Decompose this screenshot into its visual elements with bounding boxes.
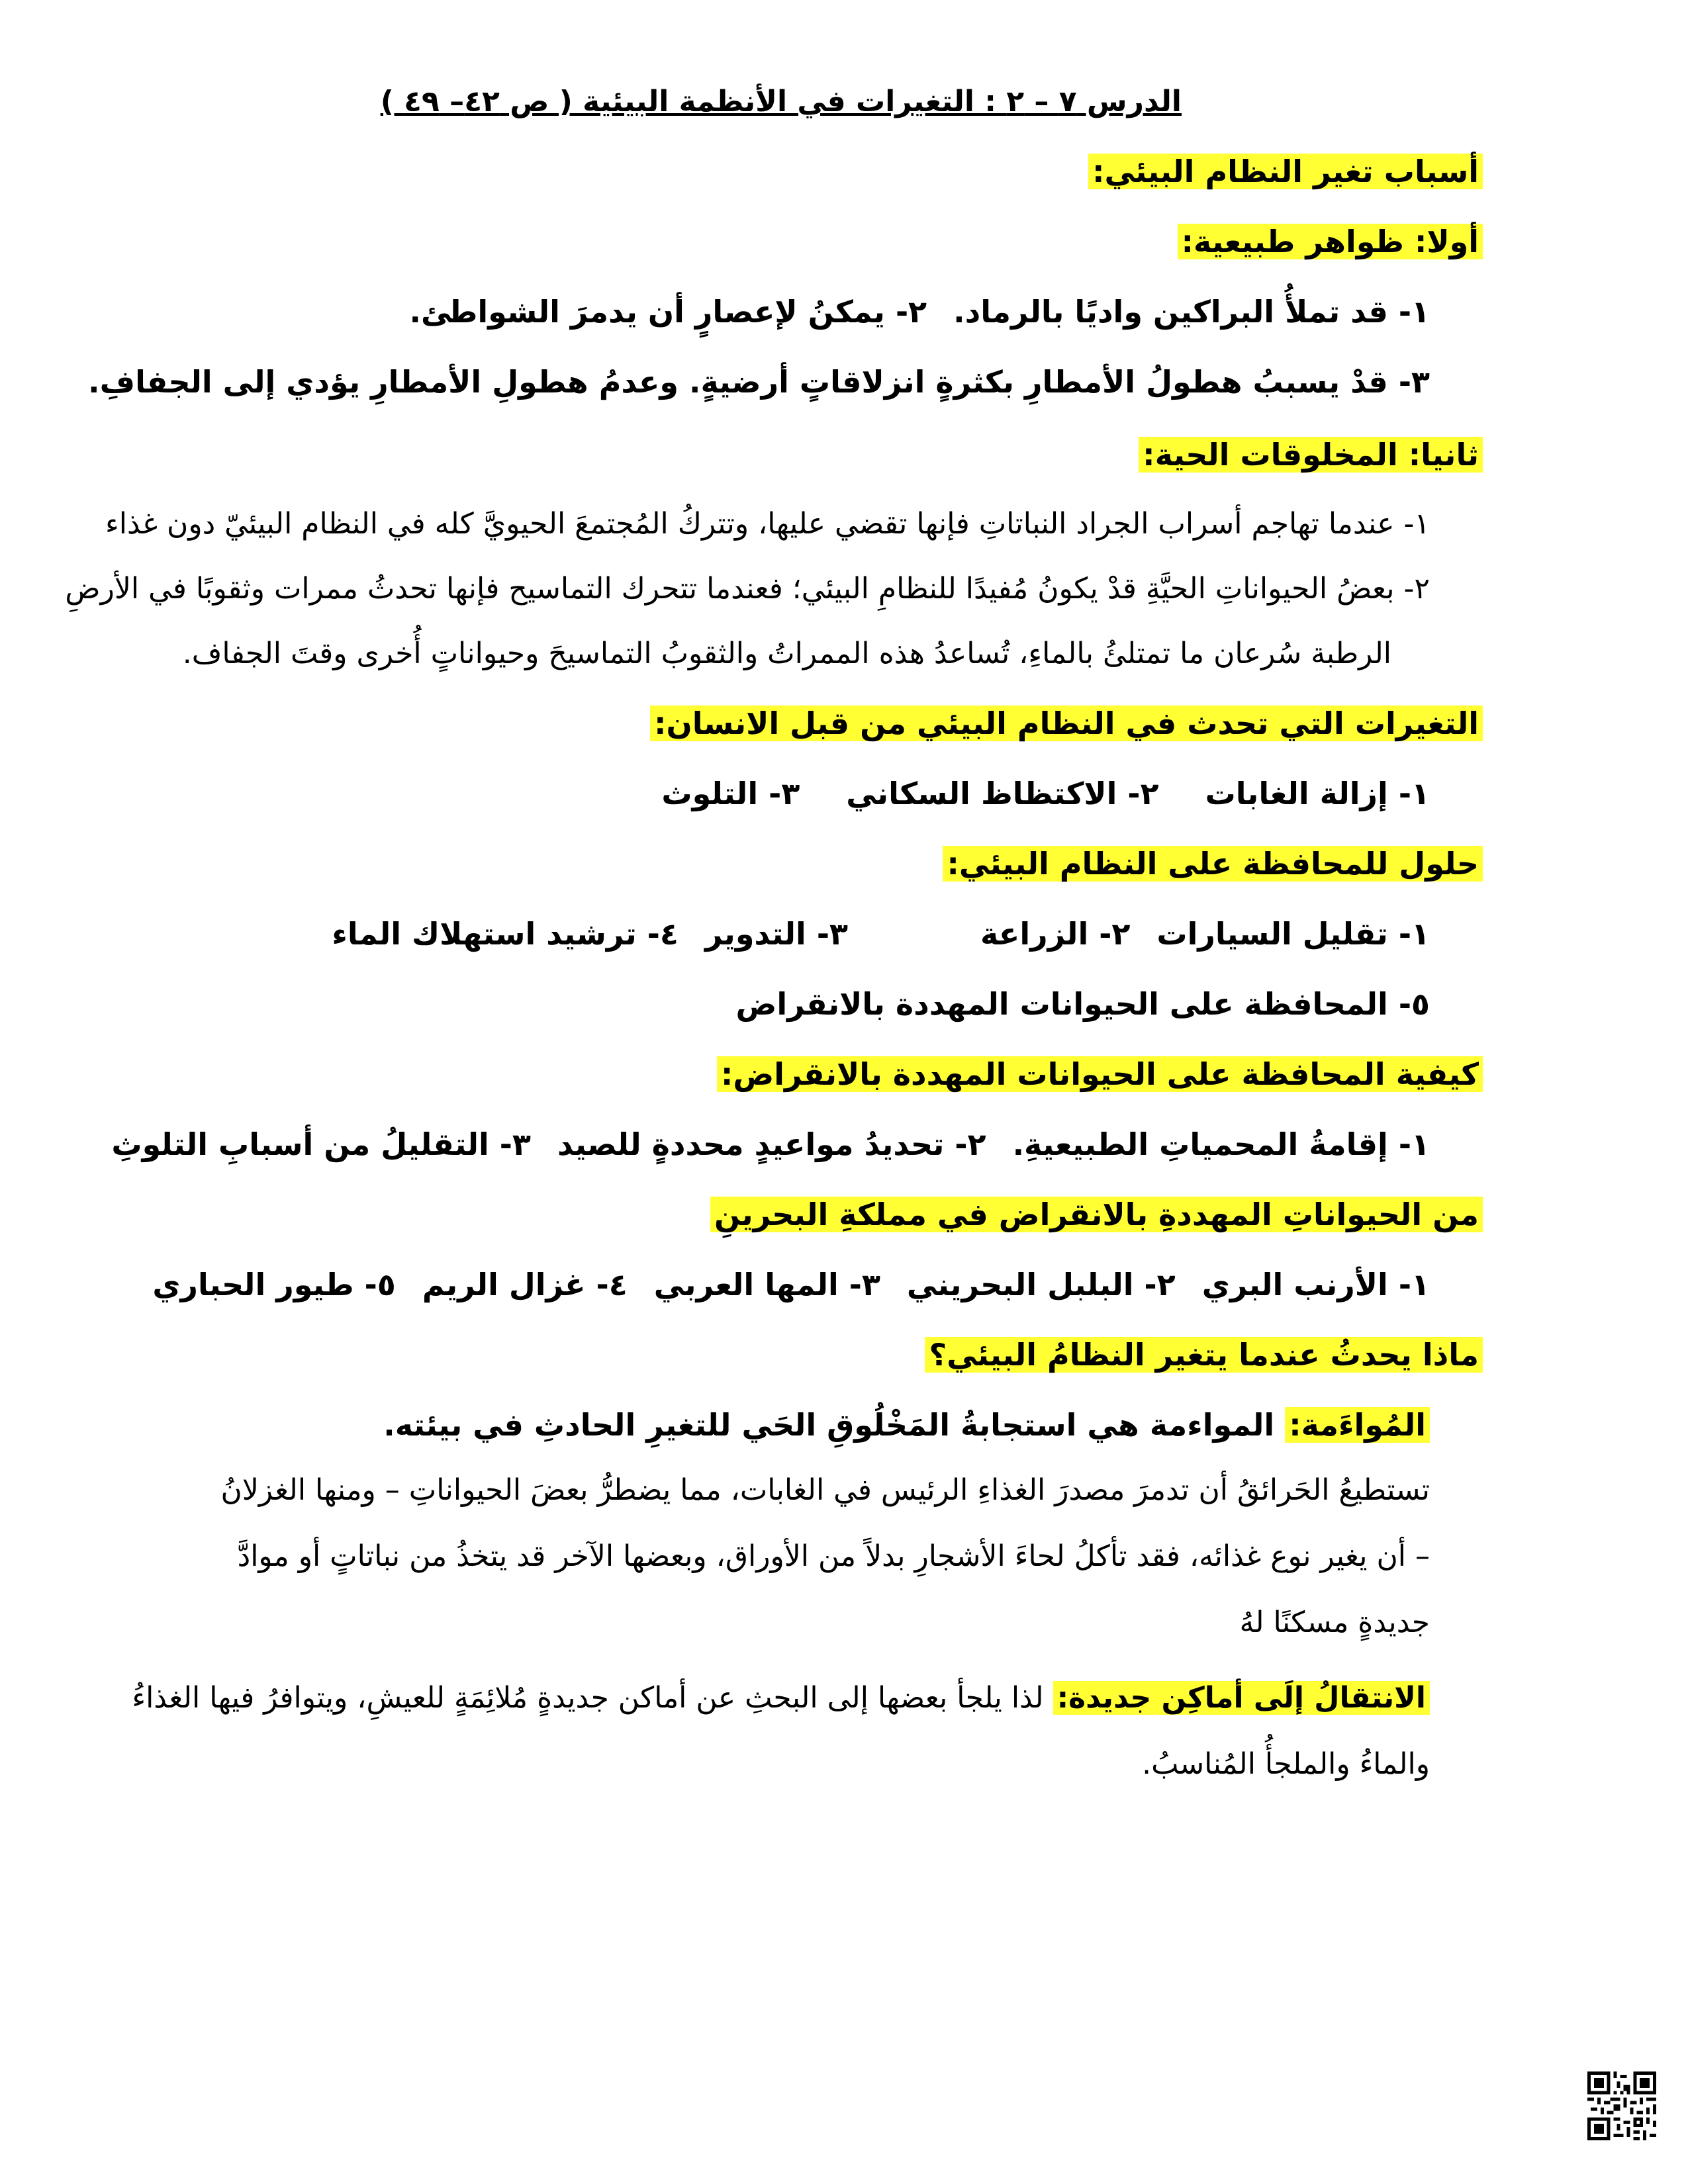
lesson-title: الدرس ٧ – ٢ : التغيرات في الأنظمة البيئية ( ص ٤٢– ٤٩ ) xyxy=(380,85,1182,118)
solutions-item-1: ١- تقليل السيارات xyxy=(1156,916,1430,952)
natural-heading-text: أولا: ظواهر طبيعية: xyxy=(1178,224,1483,259)
human-item-1: ١- إزالة الغابات xyxy=(1205,776,1430,811)
natural-items-row xyxy=(409,294,1430,330)
solutions-item-5: ٥- المحافظة على الحيوانات المهددة بالانقراض xyxy=(735,986,1430,1022)
moving-paragraph-line-2: والماءُ والملجأُ المُناسبُ. xyxy=(1142,1747,1430,1781)
adaptation-term: المُواءَمة: xyxy=(1285,1407,1430,1443)
what-happens-heading-text: ماذا يحدثُ عندما يتغير النظامُ البيئي؟ xyxy=(925,1337,1483,1373)
preserve-item-3: ٣- التقليلُ من أسبابِ التلوثِ xyxy=(111,1126,531,1162)
endangered-item-3: ٣- المها العربي xyxy=(653,1267,880,1302)
endangered-item-5: ٥- طيور الحباري xyxy=(152,1267,396,1302)
solutions-heading-text: حلول للمحافظة على النظام البيئي: xyxy=(943,846,1483,882)
living-heading xyxy=(1139,437,1483,473)
living-item-1: ١- عندما تهاجم أسراب الجراد النباتاتِ فإنها تقضي عليها، وتتركُ المُجتمعَ الحيويَّ كله في النظام البيئيّ دون غذاء xyxy=(105,507,1430,541)
solutions-item-3: ٣- التدوير xyxy=(704,916,848,952)
endangered-items-row xyxy=(152,1267,1430,1303)
human-heading-text: التغيرات التي تحدث في النظام البيئي من قبل الانسان: xyxy=(650,705,1483,741)
living-heading-text: ثانيا: المخلوقات الحية: xyxy=(1139,437,1483,473)
endangered-item-1: ١- الأرنب البري xyxy=(1201,1267,1430,1302)
preserve-heading xyxy=(717,1056,1483,1093)
living-item-2-line-2: الرطبة سُرعان ما تمتلئُ بالماءِ، تُساعدُ هذه الممراتُ والثقوبُ التماسيحَ وحيواناتٍ أُخرى وقتَ الجفاف. xyxy=(182,637,1391,670)
moving-term: الانتقالُ إلَى أماكِن جديدة: xyxy=(1053,1681,1430,1715)
adaptation-paragraph-line-3: جديدةٍ مسكنًا لهُ xyxy=(1239,1606,1430,1639)
adaptation-paragraph-line-1: تستطيعُ الحَرائقُ أن تدمرَ مصدرَ الغذاءِ الرئيس في الغابات، مما يضطرُّ بعضَ الحيواناتِ – ومنها الغزلانُ xyxy=(220,1473,1430,1507)
endangered-item-2: ٢- البلبل البحريني xyxy=(906,1267,1176,1302)
causes-heading xyxy=(1088,154,1483,190)
human-item-2: ٢- الاكتظاظ السكاني xyxy=(846,776,1159,811)
preserve-item-2: ٢- تحديدُ مواعيدٍ محددةٍ للصيد xyxy=(557,1126,986,1162)
solutions-item-4: ٤- ترشيد استهلاك الماء xyxy=(332,916,679,952)
preserve-heading-text: كيفية المحافظة على الحيوانات المهددة بالانقراض: xyxy=(717,1056,1483,1092)
natural-item-2: ٢- يمكنُ لإعصارٍ أن يدمرَ الشواطئ. xyxy=(409,294,927,330)
adaptation-definition xyxy=(383,1407,1430,1443)
solutions-item-2: ٢- الزراعة xyxy=(980,916,1131,952)
preserve-items-row xyxy=(111,1126,1430,1163)
endangered-item-4: ٤- غزال الريم xyxy=(422,1267,628,1302)
natural-heading xyxy=(1178,224,1483,260)
solutions-items-row xyxy=(332,916,1430,952)
moving-paragraph-line-1 xyxy=(132,1681,1430,1716)
what-happens-heading xyxy=(925,1337,1483,1373)
human-items-row xyxy=(661,776,1430,812)
endangered-heading-text: من الحيواناتِ المهددةِ بالانقراض في مملكةِ البحرينِ xyxy=(710,1197,1483,1232)
solutions-heading xyxy=(943,846,1483,882)
human-heading xyxy=(650,705,1483,742)
causes-heading-text: أسباب تغير النظام البيئي: xyxy=(1088,154,1483,189)
natural-item-1: ١- قد تملأُ البراكين واديًا بالرماد. xyxy=(953,294,1430,330)
adaptation-text: المواءمة هي استجابةُ المَخْلُوقِ الحَي للتغيرِ الحادثِ في بيئته. xyxy=(383,1407,1275,1443)
living-item-2-line-1: ٢- بعضُ الحيواناتِ الحيَّةِ قدْ يكونُ مُفيدًا للنظامِ البيئي؛ فعندما تتحرك التماسيح فإنها تحدثُ ممرات وثقوبًا في الأرضِ xyxy=(65,572,1430,606)
human-item-3: ٣- التلوث xyxy=(661,776,800,811)
adaptation-paragraph-line-2: – أن يغير نوع غذائه، فقد تأكلُ لحاءَ الأشجارِ بدلاً من الأوراق، وبعضها الآخر قد يتخذُ من نباتاتٍ أو موادَّ xyxy=(237,1539,1430,1573)
qr-code-icon xyxy=(1587,2071,1656,2140)
preserve-item-1: ١- إقامةُ المحمياتِ الطبيعيةِ. xyxy=(1012,1126,1430,1162)
endangered-heading xyxy=(710,1197,1483,1233)
moving-text: لذا يلجأ بعضها إلى البحثِ عن أماكن جديدةٍ مُلائِمَةٍ للعيشِ، ويتوافرُ فيها الغذاءُ xyxy=(132,1681,1044,1715)
natural-item-3: ٣- قدْ يسببُ هطولُ الأمطارِ بكثرةٍ انزلاقاتٍ أرضيةٍ. وعدمُ هطولِ الأمطارِ يؤدي إلى الجفافِ. xyxy=(88,364,1430,400)
